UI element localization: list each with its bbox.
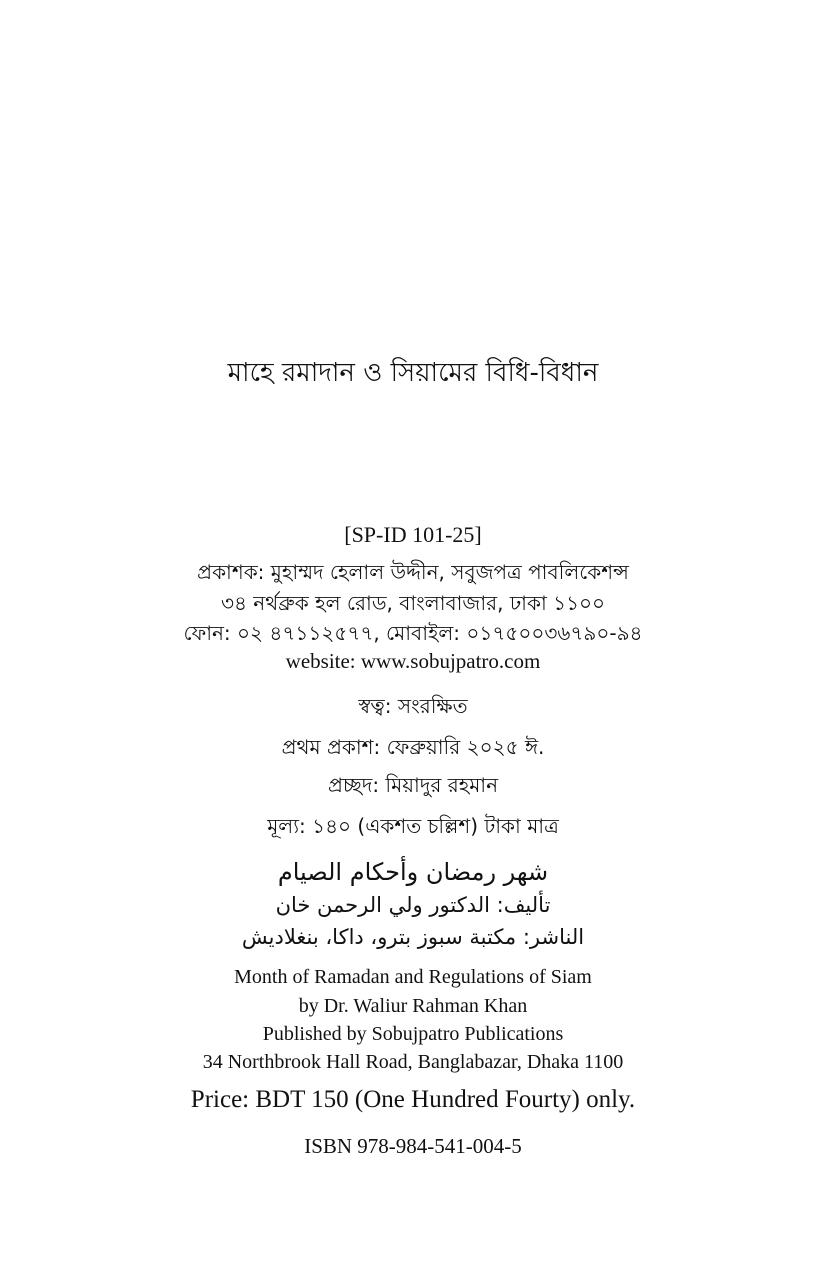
author-english: by Dr. Waliur Rahman Khan bbox=[298, 995, 528, 1017]
price-english: Price: BDT 150 (One Hundred Fourty) only. bbox=[190, 1086, 636, 1113]
cover-designer: প্রচ্ছদ: মিয়াদুর রহমান bbox=[327, 773, 499, 797]
phone-bangla: ফোন: ০২ ৪৭১১২৫৭৭, মোবাইল: ০১৭৫০০৩৬৭৯০-৯৪ bbox=[183, 621, 643, 645]
book-title-english: Month of Ramadan and Regulations of Siam bbox=[234, 966, 592, 988]
first-publication: প্রথম প্রকাশ: ফেব্রুয়ারি ২০২৫ ঈ. bbox=[281, 735, 545, 759]
price-bangla: মূল্য: ১৪০ (একশত চল্লিশ) টাকা মাত্র bbox=[267, 814, 559, 838]
address-english: 34 Northbrook Hall Road, Banglabazar, Dhaka 1100 bbox=[202, 1051, 624, 1073]
book-title-bangla: মাহে রমাদান ও সিয়ামের বিধি-বিধান bbox=[227, 358, 599, 388]
author-arabic: تأليف: الدكتور ولي الرحمن خان bbox=[275, 893, 551, 917]
isbn: ISBN 978-984-541-004-5 bbox=[304, 1134, 522, 1158]
address-bangla: ৩৪ নর্থব্রুক হল রোড, বাংলাবাজার, ঢাকা ১১০০ bbox=[220, 591, 606, 615]
publisher-english: Published by Sobujpatro Publications bbox=[262, 1023, 564, 1045]
publisher-arabic: الناشر: مكتبة سبوز بترو، داكا، بنغلاديش bbox=[241, 925, 585, 949]
publisher-bangla: প্রকাশক: মুহাম্মদ হেলাল উদ্দীন, সবুজপত্র পাবলিকেশন্স bbox=[197, 560, 629, 584]
book-title-arabic: شهر رمضان وأحكام الصيام bbox=[277, 858, 549, 886]
sp-id: [SP-ID 101-25] bbox=[344, 522, 482, 547]
rights-notice: স্বত্ব: সংরক্ষিত bbox=[358, 694, 468, 718]
website: website: www.sobujpatro.com bbox=[285, 649, 541, 673]
